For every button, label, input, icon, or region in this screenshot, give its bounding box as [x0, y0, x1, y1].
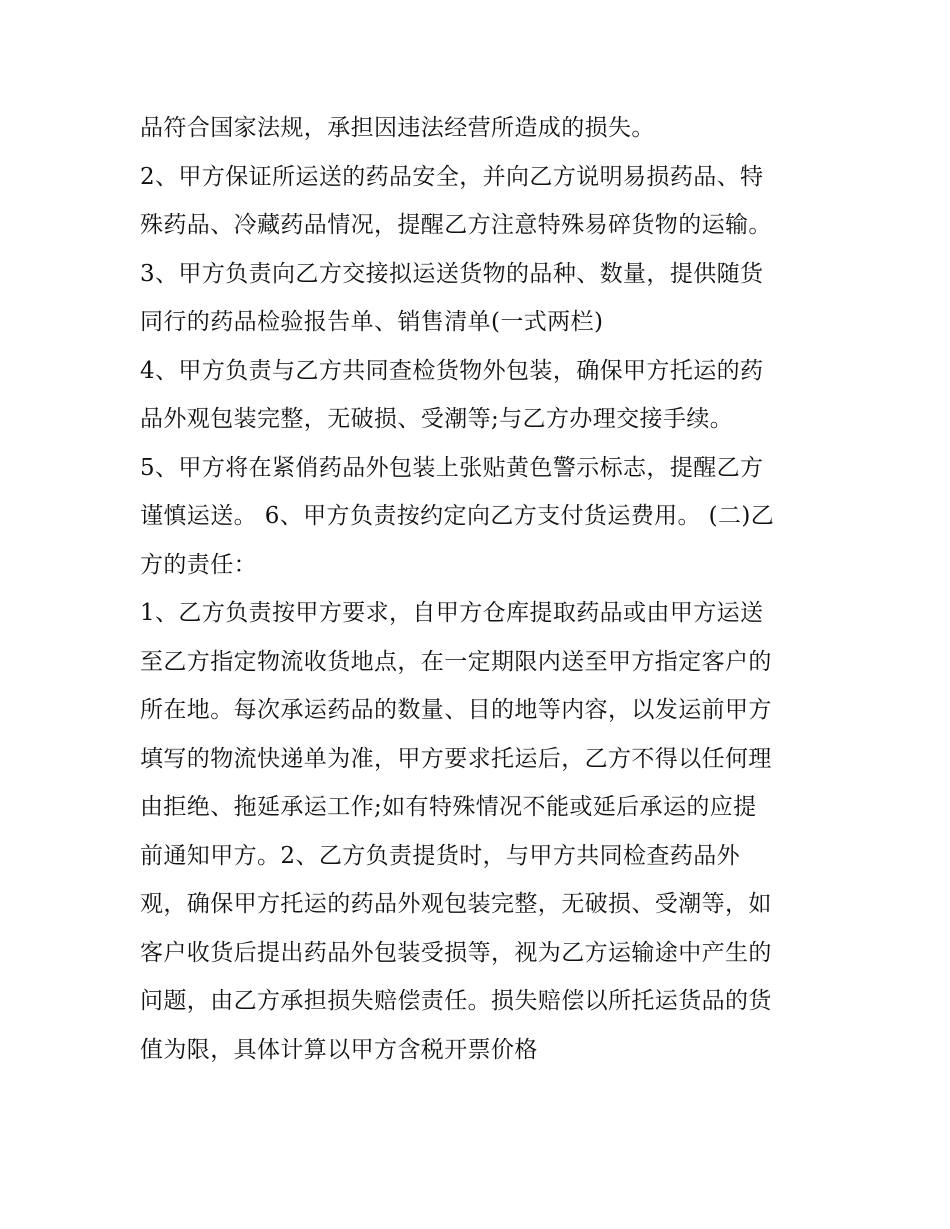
text-line-12: 至乙方指定物流收货地点，在一定期限内送至甲方指定客户的: [140, 648, 772, 675]
text-line-18: 客户收货后提出药品外包装受损等，视为乙方运输途中产生的: [140, 939, 772, 966]
text-line-3: 殊药品、冷藏药品情况，提醒乙方注意特殊易碎货物的运输。: [140, 212, 772, 238]
text-line-2: 2、甲方保证所运送的药品安全，并向乙方说明易损药品、特: [140, 163, 764, 190]
text-line-14: 填写的物流快递单为准，甲方要求托运后，乙方不得以任何理: [140, 745, 772, 772]
document-body: [140, 104, 820, 1074]
text-line-16: 前通知甲方。2、乙方负责提货时，与甲方共同检查药品外: [140, 842, 741, 869]
text-line-20: 值为限，具体计算以甲方含税开票价格: [140, 1036, 538, 1063]
text-line-1: 品符合国家法规，承担因违法经营所造成的损失。: [140, 115, 655, 141]
text-line-17: 观，确保甲方托运的药品外观包装完整，无破损、受潮等，如: [140, 891, 772, 917]
text-line-7: 品外观包装完整，无破损、受潮等;与乙方办理交接手续。: [140, 406, 734, 432]
text-line-11: 1、乙方负责按甲方要求，自甲方仓库提取药品或由甲方运送: [140, 600, 764, 626]
text-line-13: 所在地。每次承运药品的数量、目的地等内容，以发运前甲方: [140, 697, 772, 723]
text-line-19: 问题，由乙方承担损失赔偿责任。损失赔偿以所托运货品的货: [140, 988, 772, 1014]
text-line-15: 由拒绝、拖延承运工作;如有特殊情况不能或延后承运的应提: [140, 794, 757, 820]
text-line-4: 3、甲方负责向乙方交接拟运送货物的品种、数量，提供随货: [140, 260, 764, 287]
text-line-9: 谨慎运送。 6、甲方负责按约定向乙方支付货运费用。 (二)乙: [140, 503, 775, 529]
text-line-6: 4、甲方负责与乙方共同查检货物外包装，确保甲方托运的药: [140, 357, 764, 384]
text-line-5: 同行的药品检验报告单、销售清单(一式两栏): [140, 309, 604, 335]
text-line-8: 5、甲方将在紧俏药品外包装上张贴黄色警示标志，提醒乙方: [140, 454, 764, 481]
text-line-10: 方的责任：: [140, 551, 257, 578]
